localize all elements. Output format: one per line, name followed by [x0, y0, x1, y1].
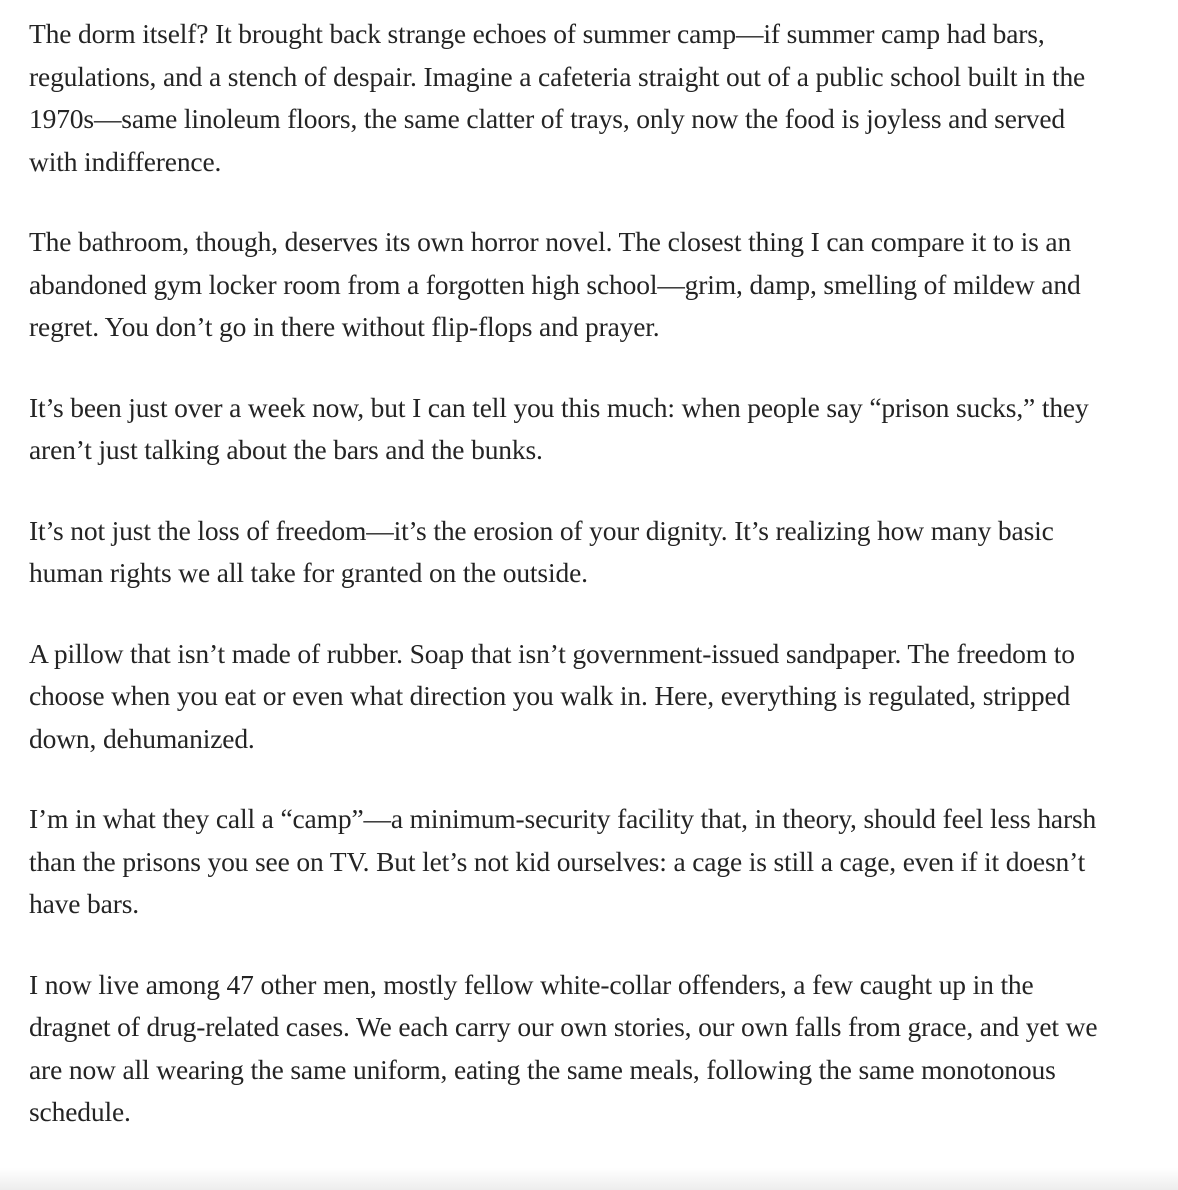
article-body	[29, 13, 1109, 1134]
paragraph-bathroom: The bathroom, though, deserves its own horror novel. The closest thing I can compare it to is an abandoned gym locker room from a forgotten high school—grim, damp, smelling of mildew and regret. You don’t go in there without flip-flops and prayer.	[29, 226, 1081, 342]
paragraph-other-men: I now live among 47 other men, mostly fellow white-collar offenders, a few caught up in the dragnet of drug-related cases. We each carry our own stories, our own falls from grace, and yet we are now all wearing the same uniform, eating the same meals, following the same monotonous schedule.	[29, 968, 1098, 1127]
paragraph-dorm: The dorm itself? It brought back strange echoes of summer camp—if summer camp had bars, regulations, and a stench of despair. Imagine a cafeteria straight out of a public school built in the 1970s—same linoleum floors, the same clatter of trays, only now the food is joyless and served with indifference.	[29, 18, 1086, 177]
paragraph-basic-rights: A pillow that isn’t made of rubber. Soap that isn’t government-issued sandpaper. The freedom to choose when you eat or even what direction you walk in. Here, everything is regulated, stripped down, dehumanized.	[29, 637, 1075, 754]
bottom-edge-shadow	[0, 1168, 1178, 1190]
paragraph-prison-sucks: It’s been just over a week now, but I can tell you this much: when people say “prison sucks,” they aren’t just talking about the bars and the bunks.	[29, 391, 1089, 465]
paragraph-dignity: It’s not just the loss of freedom—it’s the erosion of your dignity. It’s realizing how many basic human rights we all take for granted on the outside.	[29, 514, 1054, 588]
paragraph-camp: I’m in what they call a “camp”—a minimum-security facility that, in theory, should feel less harsh than the prisons you see on TV. But let’s not kid ourselves: a cage is still a cage, even if it doesn’t have bars.	[29, 803, 1097, 919]
